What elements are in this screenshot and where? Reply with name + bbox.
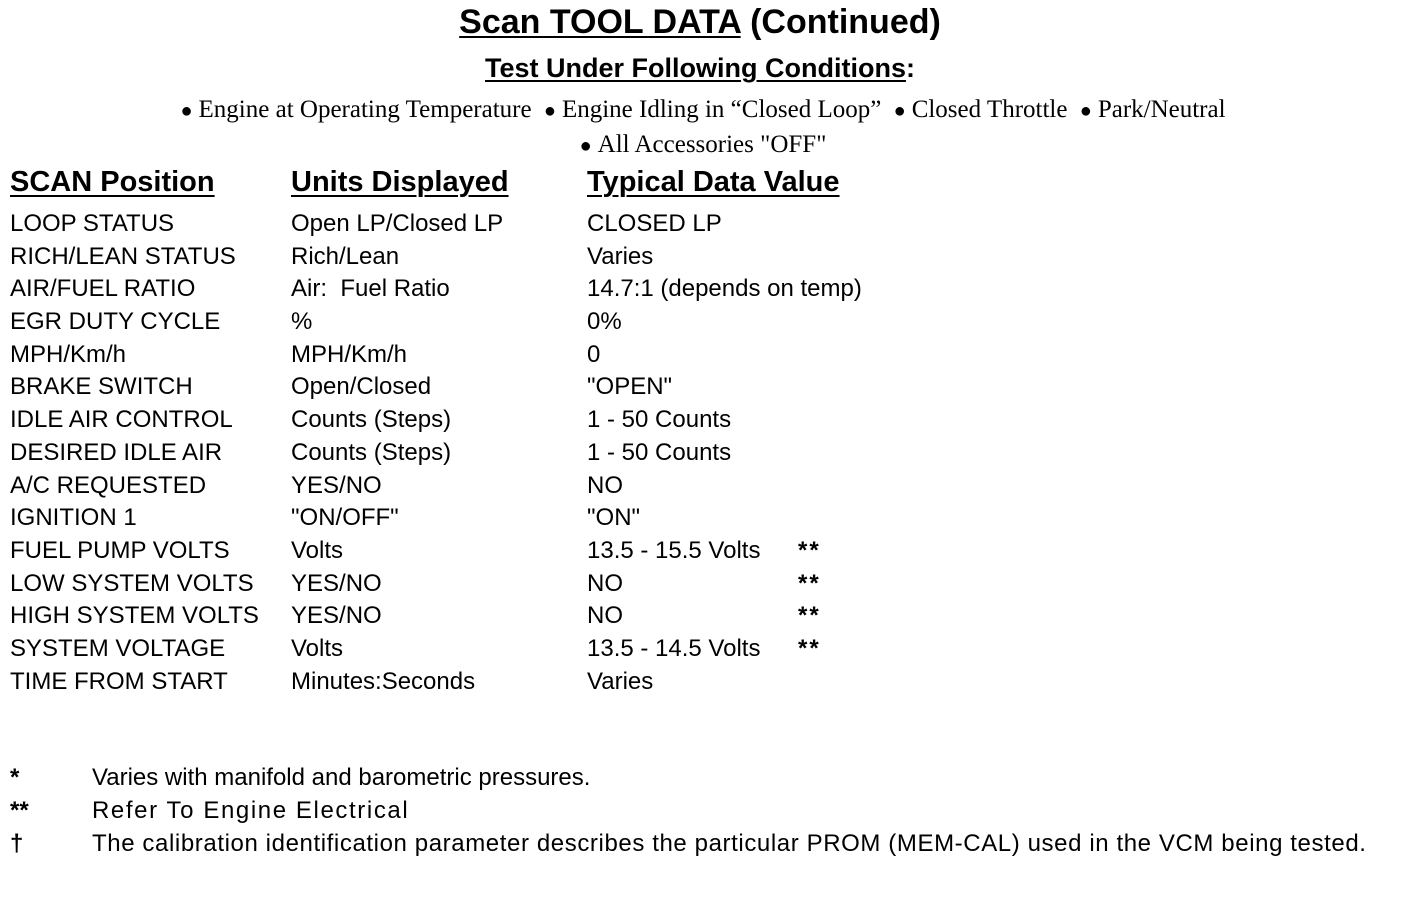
typical-value-cell: Varies — [587, 667, 654, 695]
table-row — [0, 208, 1400, 241]
footnote-symbol: * — [10, 764, 20, 791]
footnote-marker: ** — [798, 569, 821, 597]
units-cell: YES/NO — [291, 471, 382, 499]
footnote-marker: ** — [798, 634, 821, 662]
typical-value-cell: 14.7:1 (depends on temp) — [587, 275, 862, 303]
scan-position-cell: IGNITION 1 — [10, 504, 137, 532]
conditions-list — [0, 93, 1400, 163]
typical-value-cell: CLOSED LP — [587, 210, 722, 237]
scan-position-cell: IDLE AIR CONTROL — [10, 406, 233, 434]
condition-text: Engine at Operating Temperature — [198, 96, 532, 123]
units-cell: Minutes:Seconds — [291, 667, 476, 695]
units-cell: Rich/Lean — [291, 242, 400, 270]
typical-value-cell: NO — [587, 602, 623, 630]
table-row — [0, 535, 1400, 568]
page-title-main: Scan TOOL DATA — [459, 3, 741, 41]
footnote — [0, 795, 1400, 828]
condition-item — [538, 96, 881, 123]
units-cell: Open LP/Closed LP — [291, 210, 504, 237]
condition-text: All Accessories "OFF" — [597, 131, 827, 158]
table-row — [0, 437, 1400, 470]
footnote-symbol: † — [10, 830, 24, 857]
scan-position-cell: TIME FROM START — [10, 667, 228, 695]
table-row — [0, 404, 1400, 437]
units-cell: YES/NO — [291, 602, 382, 630]
column-header-typical-data-value: Typical Data Value — [587, 166, 840, 198]
units-cell: Counts (Steps) — [291, 438, 452, 466]
bullet-icon: ● — [543, 100, 556, 122]
scan-position-cell: FUEL PUMP VOLTS — [10, 536, 230, 564]
footnote — [0, 828, 1400, 861]
units-cell: Volts — [291, 634, 344, 662]
units-cell: % — [291, 308, 313, 336]
units-cell: Counts (Steps) — [291, 406, 452, 434]
scan-position-cell: MPH/Km/h — [10, 340, 127, 368]
units-cell: "ON/OFF" — [291, 504, 399, 532]
page-title — [0, 0, 1400, 44]
typical-value-cell: 1 - 50 Counts — [587, 438, 732, 466]
typical-value-cell: 0 — [587, 340, 601, 368]
condition-text: Park/Neutral — [1097, 96, 1226, 123]
typical-value-cell: Varies — [587, 242, 654, 270]
scan-position-cell: RICH/LEAN STATUS — [10, 242, 236, 270]
footnote-text: Refer To Engine Electrical — [92, 797, 410, 824]
footnote-text: Varies with manifold and barometric pressures. — [92, 764, 591, 791]
condition-text: Closed Throttle — [911, 96, 1068, 123]
footnote-marker: ** — [798, 536, 821, 564]
bullet-icon: ● — [893, 100, 906, 122]
condition-text: Engine Idling in “Closed Loop” — [561, 96, 882, 123]
typical-value-cell: 13.5 - 14.5 Volts — [587, 634, 761, 662]
table-row — [0, 568, 1400, 601]
typical-value-cell: "OPEN" — [587, 373, 673, 401]
table-row — [0, 273, 1400, 306]
column-header-units-displayed: Units Displayed — [291, 166, 509, 198]
condition-item — [174, 96, 531, 123]
units-cell: Air: Fuel Ratio — [291, 275, 450, 303]
table-row — [0, 339, 1400, 372]
conditions-heading-colon: : — [905, 53, 915, 83]
column-header-scan-position: SCAN Position — [10, 166, 215, 198]
typical-value-cell: 13.5 - 15.5 Volts — [587, 536, 761, 564]
table-row — [0, 371, 1400, 404]
typical-value-cell: NO — [587, 471, 623, 499]
footnote-marker: ** — [798, 602, 821, 630]
scan-position-cell: LOOP STATUS — [10, 210, 175, 237]
scan-position-cell: EGR DUTY CYCLE — [10, 308, 221, 336]
table-row — [0, 241, 1400, 274]
bullet-icon: ● — [579, 135, 592, 157]
bullet-icon: ● — [180, 100, 193, 122]
table-row — [0, 306, 1400, 339]
conditions-heading-text: Test Under Following Conditions — [485, 53, 906, 83]
typical-value-cell: 0% — [587, 308, 622, 336]
typical-value-cell: NO — [587, 569, 623, 597]
footnote — [0, 762, 1400, 795]
footnote-text: The calibration identification parameter describes the particular PROM (MEM-CAL) used in the VCM being tested. — [92, 830, 1367, 857]
bullet-icon: ● — [1079, 100, 1092, 122]
conditions-heading — [0, 50, 1400, 86]
units-cell: Open/Closed — [291, 373, 432, 401]
scan-position-cell: LOW SYSTEM VOLTS — [10, 569, 254, 597]
table-row — [0, 502, 1400, 535]
scan-position-cell: SYSTEM VOLTAGE — [10, 634, 226, 662]
condition-item — [1074, 96, 1226, 123]
scan-position-cell: DESIRED IDLE AIR — [10, 438, 223, 466]
scan-position-cell: AIR/FUEL RATIO — [10, 275, 196, 303]
typical-value-cell: 1 - 50 Counts — [587, 406, 732, 434]
condition-item — [574, 131, 827, 158]
table-row — [0, 470, 1400, 503]
table-header — [0, 166, 1400, 206]
footnote-symbol: ** — [10, 797, 29, 824]
table-row — [0, 633, 1400, 666]
condition-item — [888, 96, 1068, 123]
units-cell: YES/NO — [291, 569, 382, 597]
table-row — [0, 666, 1400, 699]
scan-position-cell: HIGH SYSTEM VOLTS — [10, 602, 259, 630]
page-title-suffix: (Continued) — [750, 3, 941, 41]
table-row — [0, 600, 1400, 633]
footnotes — [0, 762, 1400, 861]
units-cell: Volts — [291, 536, 344, 564]
typical-value-cell: "ON" — [587, 504, 641, 532]
scan-data-table — [0, 208, 1400, 698]
scan-position-cell: BRAKE SWITCH — [10, 373, 193, 401]
scan-position-cell: A/C REQUESTED — [10, 471, 207, 499]
units-cell: MPH/Km/h — [291, 340, 408, 368]
